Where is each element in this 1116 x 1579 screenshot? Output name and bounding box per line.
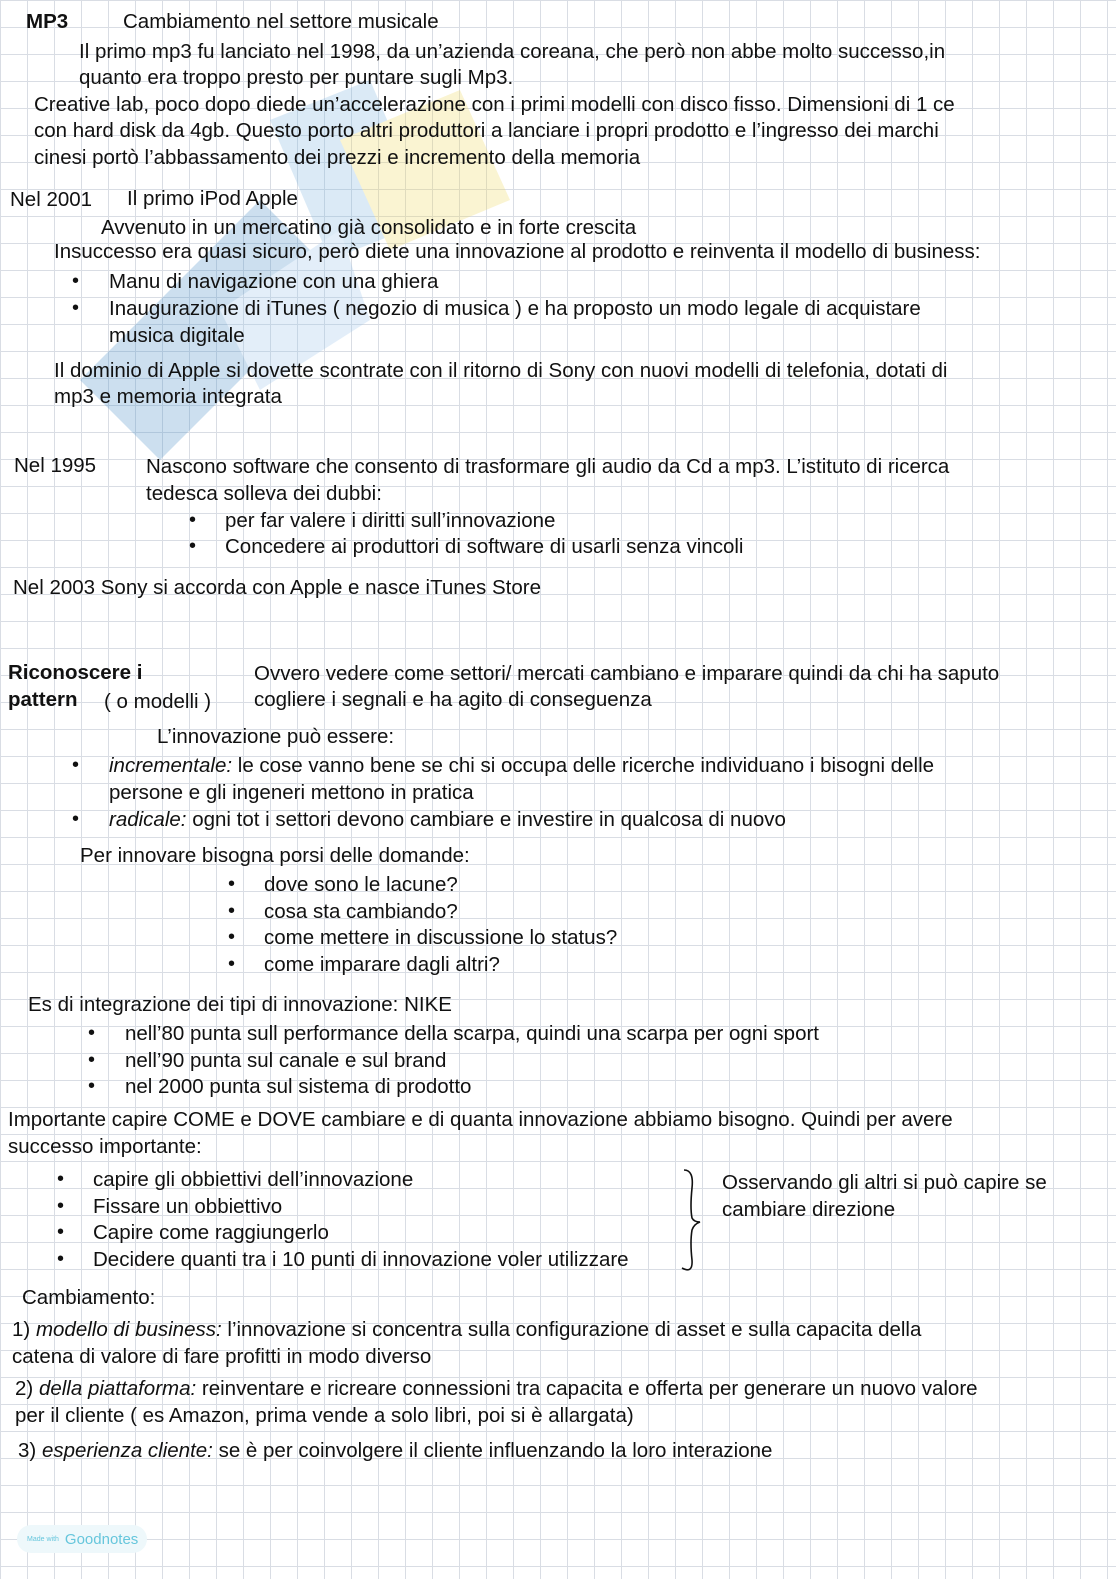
bullet-dot: • xyxy=(72,297,80,319)
list-item: Concedere ai produttori di software di usarli senza vincoli xyxy=(225,535,744,558)
bullet-dot: • xyxy=(57,1248,65,1270)
paragraph-line: cinesi portò l’abbassamento dei prezzi e incremento della memoria xyxy=(34,146,641,169)
paragraph-line: cogliere i segnali e ha agito di conseguenza xyxy=(254,688,652,711)
item-number: 2) xyxy=(15,1377,39,1400)
term-label: modello di business: xyxy=(35,1318,222,1341)
paragraph-line: Insuccesso era quasi sicuro, però diete una innovazione al prodotto e reinventa il modello di business: xyxy=(54,240,981,263)
term-label: incrementale: xyxy=(109,754,233,777)
numbered-item xyxy=(18,1437,772,1464)
list-item: Inaugurazione di iTunes ( negozio di musica ) e ha proposto un modo legale di acquistare xyxy=(109,297,921,320)
paragraph-line: Il primo mp3 fu lanciato nel 1998, da un’azienda coreana, che però non abbe molto successo,in xyxy=(79,40,946,63)
list-item: capire gli obbiettivi dell’innovazione xyxy=(93,1168,414,1191)
paragraph-line: Il dominio di Apple si dovette scontrate con il ritorno di Sony con nuovi modelli di telefonia, dotati di xyxy=(54,359,948,382)
section-heading-note: ( o modelli ) xyxy=(104,690,212,713)
section-title-cambiamento: Cambiamento: xyxy=(22,1286,156,1309)
item-number: 3) xyxy=(18,1439,42,1462)
bullet-dot: • xyxy=(189,509,197,531)
section-heading-pattern: Riconoscere i xyxy=(8,661,143,684)
section-heading-mp3: MP3 xyxy=(26,10,69,33)
bullet-dot: • xyxy=(72,270,80,292)
paragraph-line: Per innovare bisogna porsi delle domande: xyxy=(80,844,470,867)
side-note: cambiare direzione xyxy=(722,1198,896,1221)
list-item: dove sono le lacune? xyxy=(264,873,458,896)
paragraph-line: mp3 e memoria integrata xyxy=(54,385,282,408)
paragraph-line: Ovvero vedere come settori/ mercati cambiano e imparare quindi da chi ha saputo xyxy=(254,662,1000,685)
paragraph-line-2003: Nel 2003 Sony si accorda con Apple e nasce iTunes Store xyxy=(13,576,542,599)
term-definition: reinventare e ricreare connessioni tra capacita e offerta per generare un nuovo valore xyxy=(196,1377,978,1400)
list-item: Fissare un obbiettivo xyxy=(93,1195,283,1218)
year-label-2001: Nel 2001 xyxy=(10,188,93,211)
paragraph-line: tedesca solleva dei dubbi: xyxy=(146,482,382,505)
goodnotes-logo: Goodnotes xyxy=(64,1530,139,1548)
paragraph-line: Importante capire COME e DOVE cambiare e di quanta innovazione abbiamo bisogno. Quindi per avere xyxy=(8,1108,953,1131)
bullet-dot: • xyxy=(88,1049,96,1071)
side-note: Osservando gli altri si può capire se xyxy=(722,1171,1047,1194)
list-item: nel 2000 punta sul sistema di prodotto xyxy=(125,1075,472,1098)
term-label: esperienza cliente: xyxy=(41,1439,213,1462)
bullet-dot: • xyxy=(88,1075,96,1097)
numbered-item-continuation: per il cliente ( es Amazon, prima vende a solo libri, poi si è allargata) xyxy=(15,1404,634,1427)
bullet-dot: • xyxy=(228,926,236,948)
paragraph-line: Avvenuto in un mercatino già consolidato e in forte crescita xyxy=(101,216,637,239)
paragraph-line: L’innovazione può essere: xyxy=(157,725,395,748)
bullet-dot: • xyxy=(57,1221,65,1243)
list-item-continuation: musica digitale xyxy=(109,324,245,347)
term-definition: ogni tot i settori devono cambiare e investire in qualcosa di nuovo xyxy=(186,808,786,831)
list-item: per far valere i diritti sull’innovazione xyxy=(225,509,556,532)
curly-brace-icon xyxy=(680,1168,702,1276)
paragraph-line: Creative lab, poco dopo diede un’accelerazione con i primi modelli con disco fisso. Dimensioni di 1 ce xyxy=(34,93,955,116)
list-item xyxy=(109,752,934,779)
bullet-dot: • xyxy=(88,1022,96,1044)
bullet-dot: • xyxy=(72,808,80,830)
list-item: come mettere in discussione lo status? xyxy=(264,926,618,949)
item-number: 1) xyxy=(12,1318,36,1341)
made-with-label: Made with xyxy=(27,1535,59,1543)
section-title-mp3: Cambiamento nel settore musicale xyxy=(123,10,439,33)
list-item: Decidere quanti tra i 10 punti di innovazione voler utilizzare xyxy=(93,1248,629,1271)
numbered-item-continuation: catena di valore di fare profitti in modo diverso xyxy=(12,1345,432,1368)
bullet-dot: • xyxy=(72,754,80,776)
paragraph-line: successo importante: xyxy=(8,1135,202,1158)
list-item: cosa sta cambiando? xyxy=(264,900,458,923)
term-label: della piattaforma: xyxy=(38,1377,197,1400)
term-definition: le cose vanno bene se chi si occupa delle ricerche individuano i bisogni delle xyxy=(232,754,935,777)
list-item: nell’90 punta sul canale e sul brand xyxy=(125,1049,447,1072)
paragraph-line: quanto era troppo presto per puntare sugli Mp3. xyxy=(79,66,514,89)
list-item: nell’80 punta sull performance della scarpa, quindi una scarpa per ogni sport xyxy=(125,1022,820,1045)
paragraph-line: Es di integrazione dei tipi di innovazione: NIKE xyxy=(28,993,452,1016)
list-item-continuation: persone e gli ingeneri mettono in pratica xyxy=(109,781,474,804)
paragraph-line: Nascono software che consento di trasformare gli audio da Cd a mp3. L’istituto di ricerca xyxy=(146,455,950,478)
section-heading-pattern-2: pattern xyxy=(8,688,78,711)
bullet-dot: • xyxy=(228,873,236,895)
term-definition: se è per coinvolgere il cliente influenzando la loro interazione xyxy=(212,1439,773,1462)
list-item xyxy=(109,806,786,833)
goodnotes-badge xyxy=(17,1525,147,1553)
bullet-dot: • xyxy=(189,535,197,557)
bullet-dot: • xyxy=(57,1168,65,1190)
numbered-item xyxy=(15,1375,978,1402)
year-label-1995: Nel 1995 xyxy=(14,454,97,477)
bullet-dot: • xyxy=(228,900,236,922)
term-definition: l’innovazione si concentra sulla configurazione di asset e sulla capacita della xyxy=(221,1318,922,1341)
bullet-dot: • xyxy=(57,1195,65,1217)
term-label: radicale: xyxy=(109,808,187,831)
list-item: Manu di navigazione con una ghiera xyxy=(109,270,439,293)
list-item: come imparare dagli altri? xyxy=(264,953,500,976)
section-title-ipod: Il primo iPod Apple xyxy=(127,187,298,210)
paragraph-line: con hard disk da 4gb. Questo porto altri produttori a lanciare i propri prodotto e l’ingresso dei marchi xyxy=(34,119,939,142)
list-item: Capire come raggiungerlo xyxy=(93,1221,329,1244)
bullet-dot: • xyxy=(228,953,236,975)
numbered-item xyxy=(12,1316,921,1343)
